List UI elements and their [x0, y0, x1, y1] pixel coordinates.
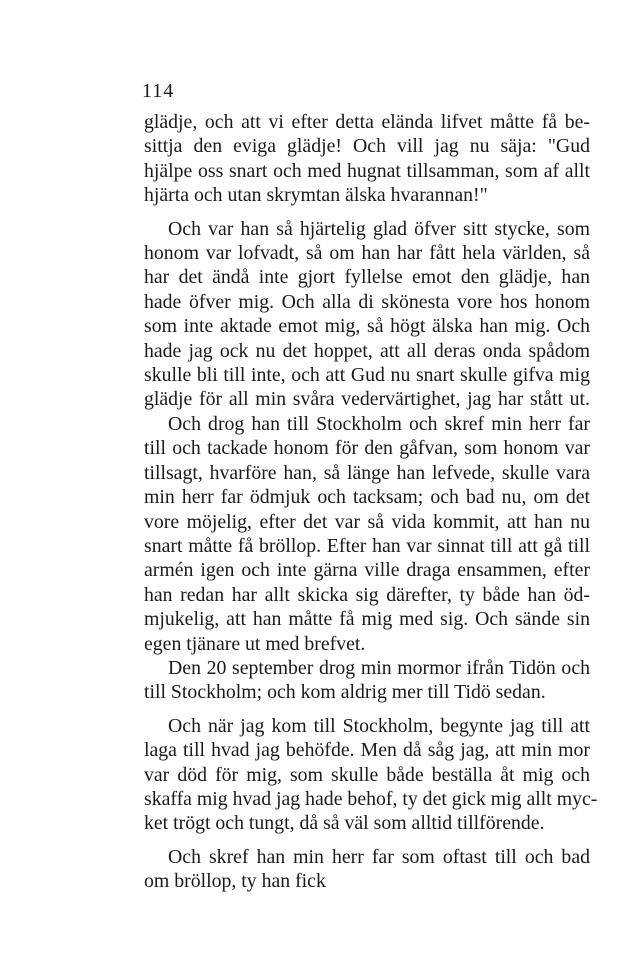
text-line: ket trögt och tungt, då så väl som alltid tillförende. [144, 812, 545, 835]
text-line: laga till hvad jag behöfde. Men då såg jag, att min mor [144, 739, 590, 762]
text-line: hade öfver mig. Och alla di skönesta vore hos honom [144, 290, 590, 313]
text-line: Och var han så hjärtelig glad öfver sitt stycke, som [168, 217, 590, 240]
text-line: han redan har allt skicka sig därefter, ty både han öd- [144, 583, 590, 606]
text-line: Och drog han till Stockholm och skref min herr far [168, 412, 590, 435]
text-line: hjälpe oss snart och med hugnat tillsamman, som af allt [144, 159, 590, 182]
text-line: tillsagt, hvarföre han, så länge han lefvede, skulle vara [144, 461, 590, 484]
paragraph [144, 714, 598, 836]
text-line: glädje för all min svåra vedervärtighet, jag har stått ut. [144, 388, 590, 411]
paragraph [144, 656, 590, 705]
text-line: var död för mig, som skulle både beställa åt mig och [144, 763, 590, 786]
text-line: snart måtte få bröllop. Efter han var sinnat till att gå till [144, 534, 590, 557]
text-line: hjärta och utan skrymtan älska hvarannan!" [144, 184, 488, 207]
paragraph [144, 110, 590, 208]
paragraph [144, 412, 590, 656]
text-line: armén igen och inte gärna ville draga ensammen, efter [144, 559, 590, 582]
text-line: vore möjelig, efter det var så vida kommit, att han nu [144, 510, 590, 533]
text-line: har det ändå inte gjort fyllelse emot den glädje, han [144, 266, 590, 289]
paragraph [144, 217, 590, 412]
text-line: honom var lofvadt, så om han har fått hela världen, så [144, 242, 590, 265]
text-line: glädje, och att vi efter detta elända lifvet måtte få be- [144, 111, 590, 133]
text-line: skulle bli till inte, och att Gud nu snart skulle gifva mig [144, 364, 590, 387]
text-line: till Stockholm; och kom aldrig mer till Tidö sedan. [144, 681, 546, 704]
text-line: egen tjänare ut med brefvet. [144, 632, 366, 655]
text-line: hade jag ock nu det hoppet, att all deras onda spådom [144, 339, 590, 362]
paragraph [144, 845, 590, 894]
text-line: min herr far ödmjuk och tacksam; och bad nu, om det [144, 486, 590, 509]
text-line: skaffa mig hvad jag hade behof, ty det gick mig allt myc- [144, 787, 598, 810]
body-text [144, 110, 598, 894]
page-number: 114 [142, 80, 175, 102]
text-line: om bröllop, ty han fick [144, 870, 326, 893]
text-line: sittja den eviga glädje! Och vill jag nu säja: "Gud [144, 135, 590, 158]
text-line: mjukelig, att han måtte få mig med sig. Och sände sin [144, 608, 590, 631]
text-line: till och tackade honom för den gåfvan, som honom var [144, 437, 590, 460]
text-line: som inte aktade emot mig, så högt älska han mig. Och [144, 315, 590, 338]
text-line: Den 20 september drog min mormor ifrån Tidön och [168, 656, 590, 679]
text-line: Och när jag kom till Stockholm, begynte jag till att [168, 714, 590, 737]
text-line: Och skref han min herr far som oftast till och bad [168, 845, 590, 868]
